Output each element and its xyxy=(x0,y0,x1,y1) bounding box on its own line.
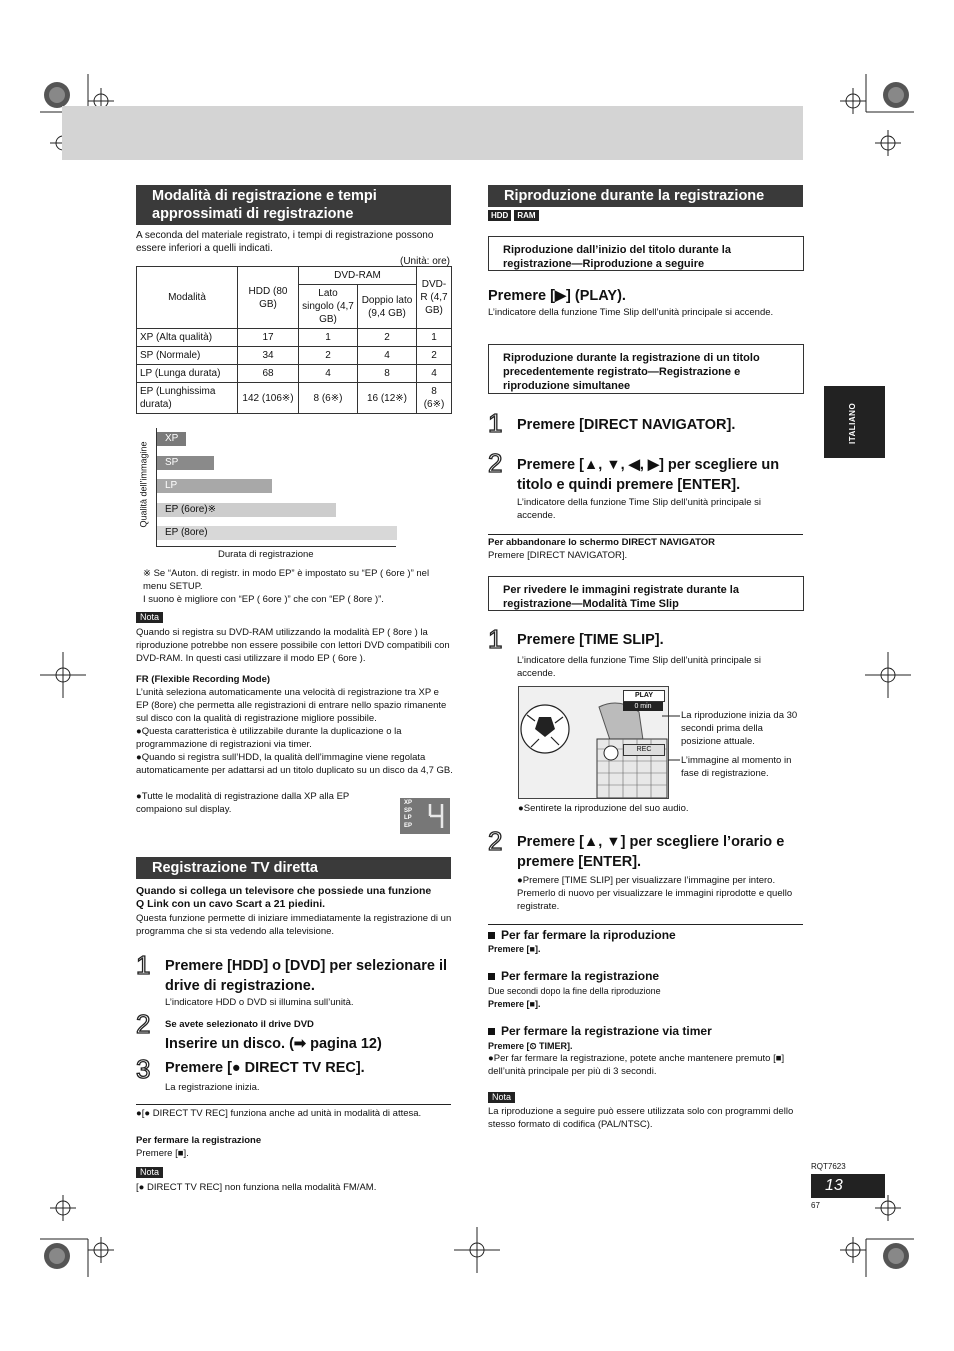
step3-sub: La registrazione inizia. xyxy=(165,1082,260,1093)
osd-play-label: PLAY xyxy=(623,690,665,702)
quality-bar-chart xyxy=(136,424,456,564)
stop-timer-title: Per fermare la registrazione via timer xyxy=(488,1021,712,1041)
language-side-tab: ITALIANO xyxy=(824,386,885,458)
box-time-slip: Per rivedere le immagini registrate durante la registrazione—Modalità Time Slip xyxy=(488,576,804,611)
fr-bullet-1: ●Questa caratteristica è utilizzabile durante la duplicazione o la programmazione di registrazioni via timer. xyxy=(136,726,402,750)
stop-playback-title: Per far fermare la riproduzione xyxy=(488,925,676,945)
table-header-single: Lato singolo (4,7 GB) xyxy=(299,285,358,329)
divider xyxy=(136,1104,451,1105)
stop-timer-text2: ●Per far fermare la registrazione, potete anche mantenere premuto [■] dell’unità principale per più di 3 secondi. xyxy=(488,1053,785,1077)
step2-pre: Se avete selezionato il drive DVD xyxy=(165,1019,314,1030)
nota-badge: Nota xyxy=(136,1167,163,1178)
table-row: XP (Alta qualità) 17 1 2 1 xyxy=(137,329,452,347)
dn-step2-title: Premere [▲, ▼, ◀, ▶] per scegliere un titolo e quindi premere [ENTER]. xyxy=(517,457,780,493)
dn-step2-sub: L’indicatore della funzione Time Slip dell’unità principale si accende. xyxy=(517,497,761,521)
table-row: LP (Lunga durata) 68 4 8 4 xyxy=(137,365,452,383)
footnote-sound: I suono è migliore con “EP ( 6ore )” che con “EP ( 8ore )”. xyxy=(143,594,384,605)
step1-title: Premere [HDD] o [DVD] per selezionare il drive di registrazione. xyxy=(165,958,448,994)
stop-playback-text: Premere [■]. xyxy=(488,944,541,954)
play-sub: L’indicatore della funzione Time Slip dell’unità principale si accende. xyxy=(488,307,774,318)
table-header-mode: Modalità xyxy=(137,267,238,329)
section-heading-recording-modes: Modalità di registrazione e tempi approssimati di registrazione xyxy=(136,185,451,225)
unit-display-image xyxy=(400,798,450,834)
display-digit xyxy=(426,802,446,830)
direct-tv-standby-note: ●[● DIRECT TV REC] funziona anche ad unità in modalità di attesa. xyxy=(136,1108,422,1119)
step3-title: Premere [● DIRECT TV REC]. xyxy=(165,1060,365,1076)
chart-xlabel: Durata di registrazione xyxy=(218,549,314,560)
hdd-tag: HDD xyxy=(488,210,511,221)
ts-step1-sub: L’indicatore della funzione Time Slip dell’unità principale si accende. xyxy=(517,655,761,679)
recording-time-table xyxy=(136,266,452,414)
callout-start: La riproduzione inizia da 30 secondi prima della posizione attuale. xyxy=(681,710,798,747)
nota-dvdram-text: Quando si registra su DVD-RAM utilizzando la modalità EP ( 8ore ) la riproduzione potrebbe non essere possibile con lettori DVD compatibili con DVD-RAM. In questi casi utilizzare il modo EP ( 6ore ). xyxy=(136,627,450,664)
step-number-2: 2 xyxy=(136,1009,151,1039)
box-simultaneous: Riproduzione durante la registrazione di un titolo precedentemente registrato—Registrazione e riproduzione simultanee xyxy=(488,344,804,394)
step-number-2: 2 xyxy=(488,826,503,856)
dn-step1-title: Premere [DIRECT NAVIGATOR]. xyxy=(517,417,736,433)
ram-tag: RAM xyxy=(514,210,538,221)
model-code: RQT7623 xyxy=(811,1162,846,1171)
page-number: 13 xyxy=(811,1174,885,1198)
fr-bullet-2: ●Quando si registra sull’HDD, la qualità dell’immagine viene regolata automaticamente per adattarsi ad un titolo duplicato su un disco da 4,7 GB. xyxy=(136,752,453,776)
stop-square-icon xyxy=(488,1028,495,1035)
box-chase-play: Riproduzione dall’inizio del titolo durante la registrazione—Riproduzione a seguire xyxy=(488,236,804,271)
table-header-dvdram: DVD-RAM xyxy=(299,267,417,285)
abandon-title: Per abbandonare lo schermo DIRECT NAVIGATOR xyxy=(488,537,715,548)
ts-step1-title: Premere [TIME SLIP]. xyxy=(517,632,664,648)
table-row: SP (Normale) 34 2 4 2 xyxy=(137,347,452,365)
nota-pal-ntsc: La riproduzione a seguire può essere utilizzata solo con programmi dello stesso formato di codifica (PAL/NTSC). xyxy=(488,1106,794,1130)
stop-rec-text: Premere [■]. xyxy=(136,1148,189,1159)
chart-ylabel: Qualità dell’immagine xyxy=(138,441,149,528)
nota-badge: Nota xyxy=(136,612,163,623)
table-header-double: Doppio lato (9,4 GB) xyxy=(358,285,417,329)
stop-rec-title: Per fermare la registrazione xyxy=(136,1135,262,1146)
chart-bar: EP (6ore)※ xyxy=(157,503,336,517)
ts-step2-title: Premere [▲, ▼] per scegliere l’orario e premere [ENTER]. xyxy=(517,834,785,870)
step-number-1: 1 xyxy=(136,950,151,980)
nota-fm-text: [● DIRECT TV REC] non funziona nella modalità FM/AM. xyxy=(136,1182,377,1193)
step2-title: Inserire un disco. (➡ pagina 12) xyxy=(165,1036,382,1052)
chart-bar: XP xyxy=(157,432,186,446)
stop-timer-text1: Premere [⏲ TIMER]. xyxy=(488,1041,573,1051)
qlink-text: Questa funzione permette di iniziare immediatamente la registrazione di un programma che si sta vedendo alla televisione. xyxy=(136,913,452,937)
table-row: EP (Lunghissima durata) 142 (106※) 8 (6※) 16 (12※) 8 (6※) xyxy=(137,383,452,414)
fr-text: L’unità seleziona automaticamente una velocità di registrazione tra XP e EP (8ore) che permetta alle registrazioni di entrare nello spazio rimanente sul disco con la qualità di registrazione migliore possibile. xyxy=(136,687,447,724)
step1-sub: L’indicatore HDD o DVD si illumina sull’unità. xyxy=(165,997,354,1008)
ts-step2-sub: ●Premere [TIME SLIP] per visualizzare l’immagine per intero. Premerlo di nuovo per visualizzare le immagini riprodotte e quello registrate. xyxy=(517,875,793,912)
stop-recording-title: Per fermare la registrazione xyxy=(488,966,659,986)
chart-bar: SP xyxy=(157,456,214,470)
qlink-bold: Quando si collega un televisore che possiede una funzione Q Link con un cavo Scart a 21 piedini. xyxy=(136,885,432,910)
section-heading-direct-tv: Registrazione TV diretta xyxy=(136,857,451,879)
nota-badge: Nota xyxy=(488,1092,515,1103)
time-slip-screen-image xyxy=(518,686,669,799)
osd-rec-label: REC xyxy=(623,744,665,756)
stop-recording-text1: Due secondi dopo la fine della riproduzione xyxy=(488,986,661,996)
section-heading-playback: Riproduzione durante la registrazione xyxy=(488,185,803,207)
header-band xyxy=(62,106,803,160)
step-number-2: 2 xyxy=(488,448,503,478)
unit-label: (Unità: ore) xyxy=(399,256,450,267)
stop-square-icon xyxy=(488,932,495,939)
divider xyxy=(488,534,803,535)
table-header-hdd: HDD (80 GB) xyxy=(238,267,299,329)
osd-time-label: 0 min xyxy=(623,702,663,711)
callout-live: L’immagine al momento in fase di registrazione. xyxy=(681,755,792,779)
fr-bullet-3: ●Tutte le modalità di registrazione dalla XP alla EP compaiono sul display. xyxy=(136,791,350,815)
abandon-text: Premere [DIRECT NAVIGATOR]. xyxy=(488,550,628,561)
footnote-ep: ※ Se “Auton. di registr. in modo EP” è impostato su “EP ( 6ore )” nel menu SETUP. xyxy=(143,568,430,592)
chart-bar: LP xyxy=(157,479,272,493)
chart-x-axis xyxy=(156,546,396,547)
stop-recording-text2: Premere [■]. xyxy=(488,999,541,1009)
step-number-1: 1 xyxy=(488,624,503,654)
display-mode-list: XP SP LP EP xyxy=(404,800,413,829)
sub-page-number: 67 xyxy=(811,1201,820,1210)
chart-bar: EP (8ore) xyxy=(157,526,397,540)
play-title: Premere [▶] (PLAY). xyxy=(488,288,626,304)
stop-square-icon xyxy=(488,973,495,980)
table-header-dvdr: DVD-R (4,7 GB) xyxy=(417,267,452,329)
audio-note: ●Sentirete la riproduzione del suo audio. xyxy=(518,803,689,814)
step-number-1: 1 xyxy=(488,408,503,438)
step-number-3: 3 xyxy=(136,1054,151,1084)
intro-text: A seconda del materiale registrato, i tempi di registrazione possono essere inferiori a quelli indicati. xyxy=(136,230,434,254)
fr-title: FR (Flexible Recording Mode) xyxy=(136,674,271,685)
